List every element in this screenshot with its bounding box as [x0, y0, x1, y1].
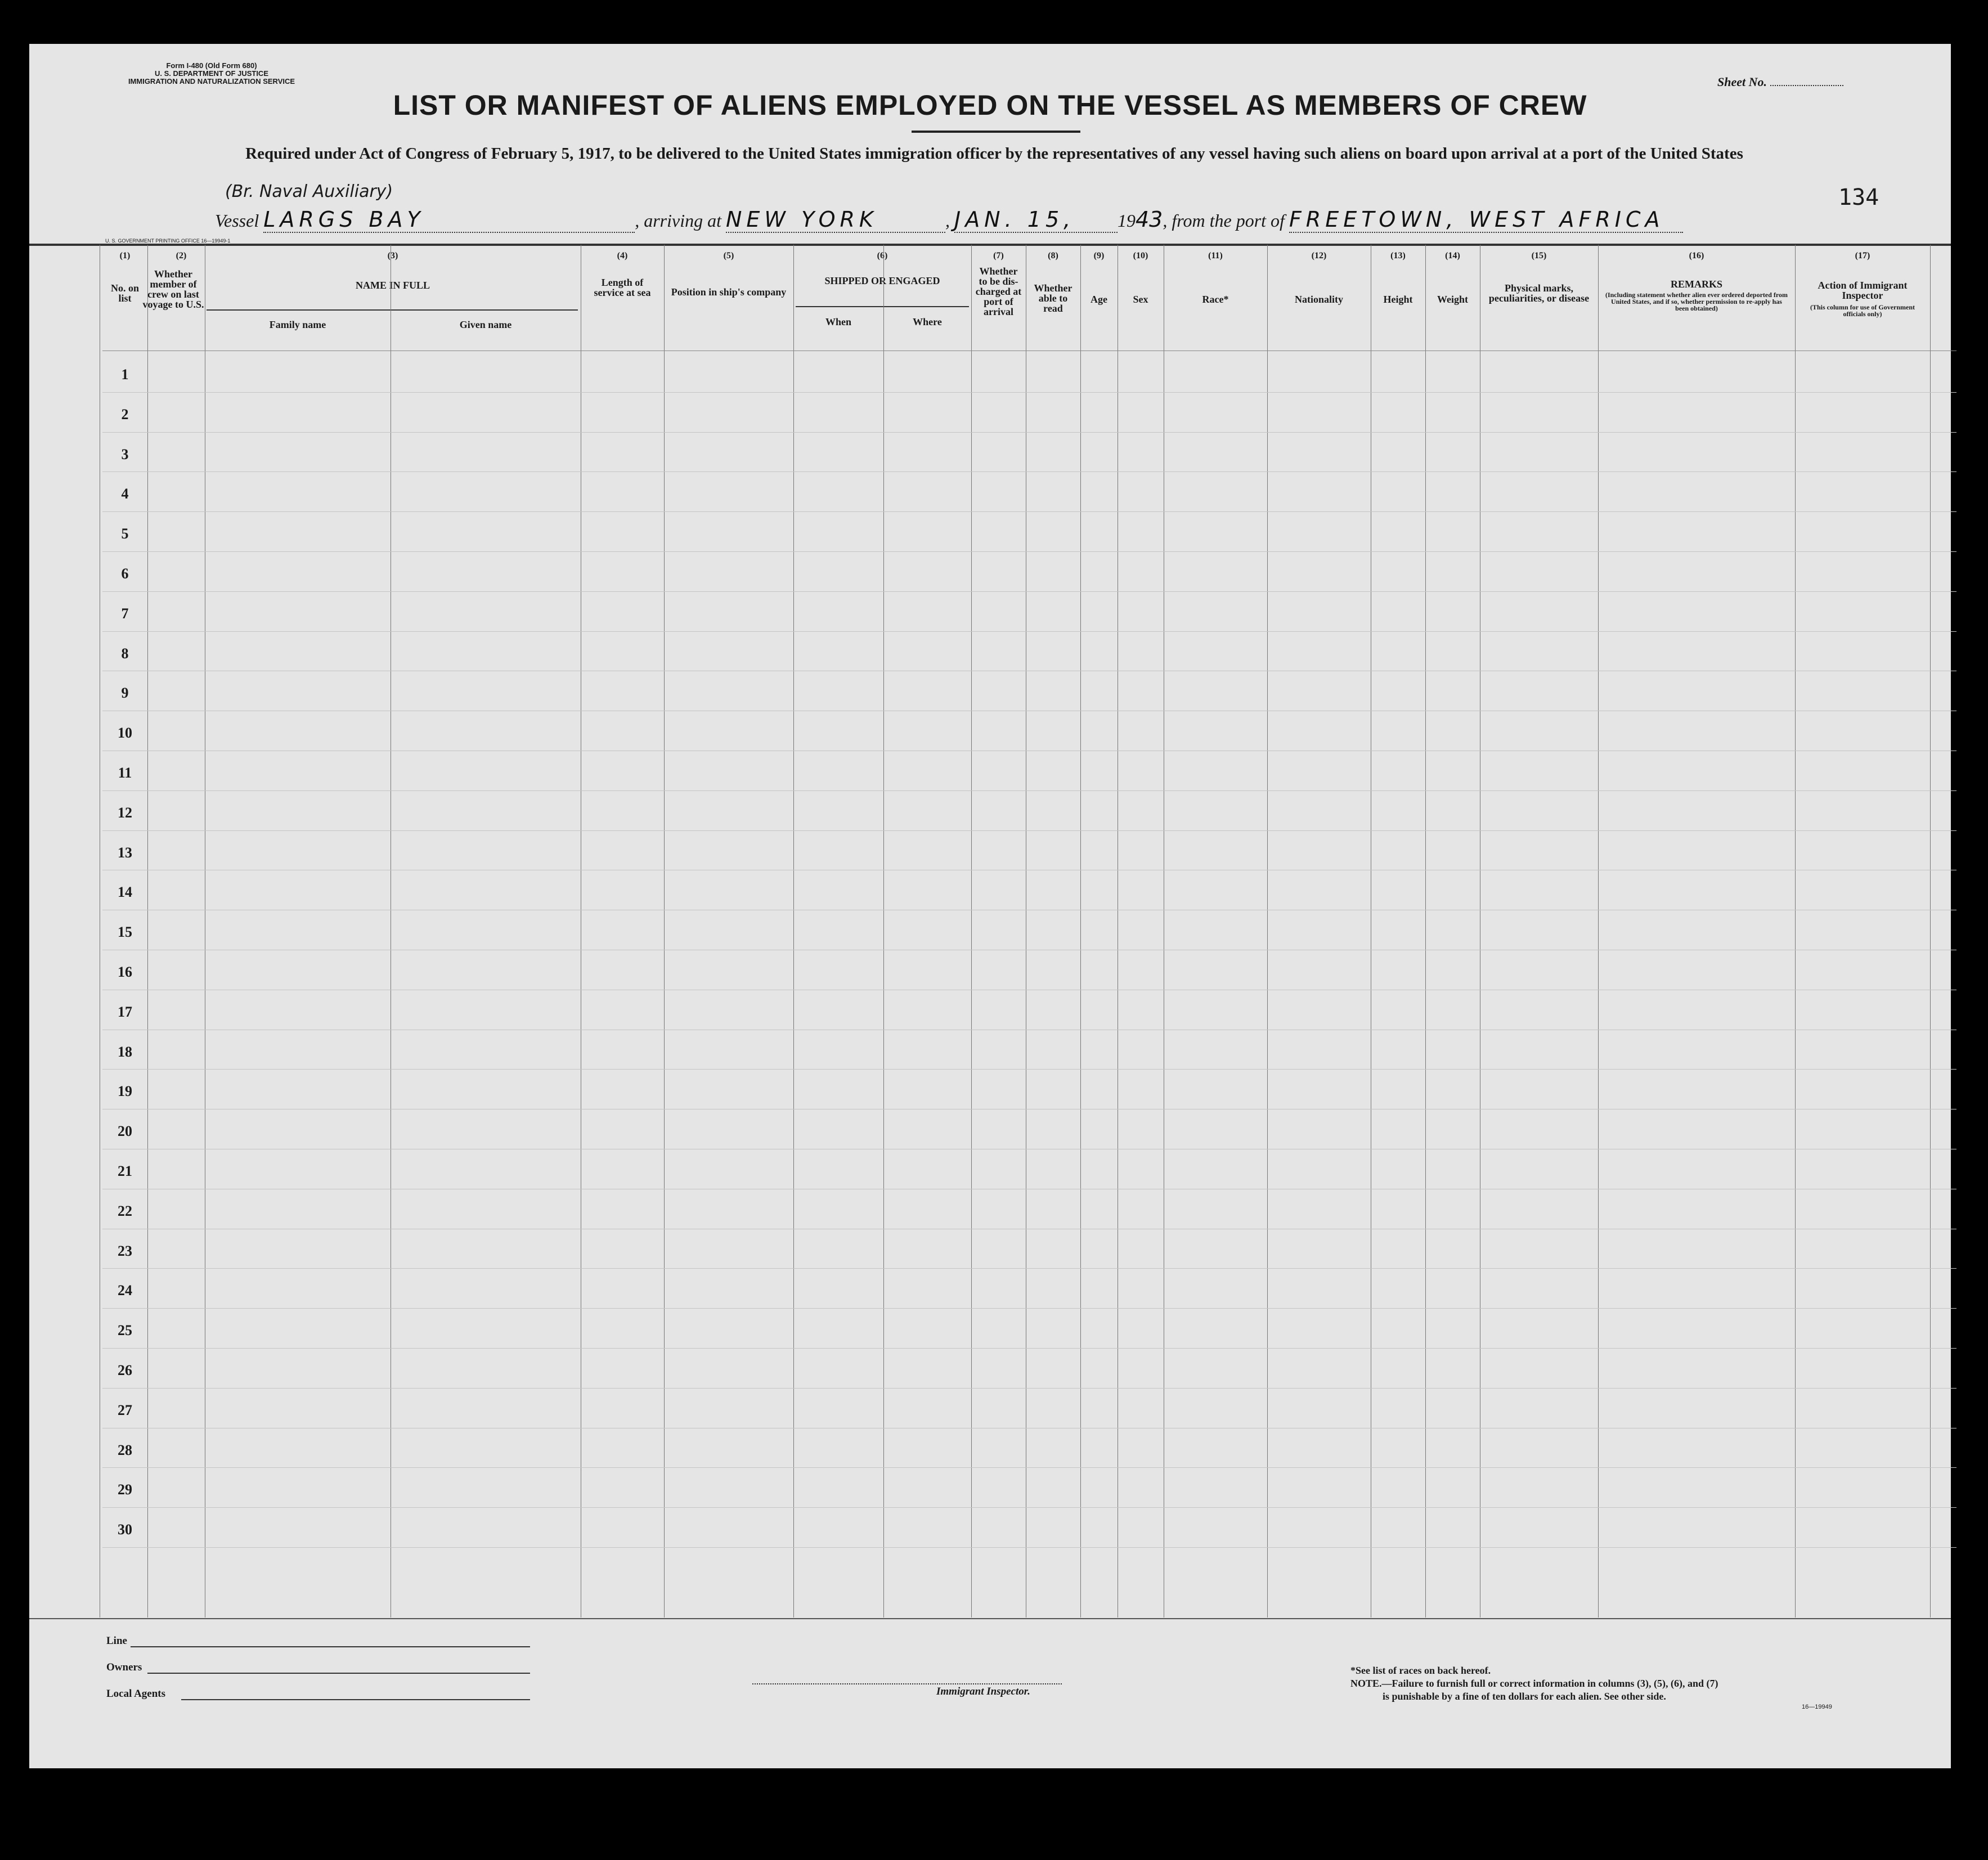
- column-rule: [1080, 245, 1081, 1618]
- col2-number: (2): [176, 251, 187, 260]
- column-rule: [1795, 245, 1796, 1618]
- col4-header: Length of service at sea: [594, 277, 651, 298]
- column-rule: [1930, 245, 1931, 1618]
- row-number: 22: [118, 1202, 132, 1219]
- col3b-header: Given name: [459, 319, 512, 330]
- column-rule: [1598, 245, 1599, 1618]
- owners-label: Owners: [106, 1661, 142, 1673]
- form-number: Form I-480 (Old Form 680): [166, 61, 257, 70]
- row-rule: [102, 1507, 1956, 1508]
- col6-number: (6): [877, 251, 888, 260]
- row-number: 16: [118, 964, 132, 980]
- row-rule: [102, 1388, 1956, 1389]
- row-number: 12: [118, 804, 132, 821]
- row-number: 17: [118, 1003, 132, 1020]
- arrival-date-field[interactable]: [954, 207, 1118, 233]
- col11-header: Race*: [1202, 294, 1229, 305]
- col14-header: Weight: [1437, 294, 1468, 305]
- year-prefix: 19: [1117, 210, 1136, 231]
- row-number: 15: [118, 924, 132, 941]
- stamped-page-number: 134: [1838, 185, 1879, 210]
- col7-number: (7): [993, 251, 1004, 260]
- arrival-date-value: JAN. 15,: [954, 207, 1075, 232]
- row-rule: [102, 591, 1956, 592]
- col3-header: NAME IN FULL: [355, 280, 430, 291]
- arriving-port-value: NEW YORK: [725, 207, 878, 232]
- col15-number: (15): [1531, 251, 1547, 260]
- row-rule: [102, 790, 1956, 791]
- row-number: 23: [118, 1242, 132, 1259]
- column-rule: [664, 245, 665, 1618]
- line-field[interactable]: [131, 1646, 530, 1647]
- local-agents-field[interactable]: [181, 1699, 530, 1700]
- row-number: 3: [121, 446, 129, 462]
- col14-number: (14): [1445, 251, 1460, 260]
- form-title: LIST OR MANIFEST OF ALIENS EMPLOYED ON THE VESSEL AS MEMBERS OF CREW: [393, 89, 1587, 121]
- form-reference: [93, 62, 330, 86]
- from-port-label: , from the port of: [1163, 210, 1285, 231]
- vessel-name-field[interactable]: [263, 207, 635, 233]
- inspector-label: Immigrant Inspector.: [936, 1686, 1030, 1697]
- column-rule: [971, 245, 972, 1618]
- col6-header: SHIPPED OR ENGAGED: [824, 275, 940, 286]
- row-number: 5: [121, 525, 129, 542]
- row-number: 24: [118, 1282, 132, 1299]
- header-divider: [29, 244, 1951, 246]
- manifest-sheet: [29, 44, 1951, 1768]
- col9-header: Age: [1091, 294, 1107, 305]
- row-number: 8: [121, 645, 129, 662]
- col3a-header: Family name: [269, 319, 326, 330]
- inspector-signature-line[interactable]: [752, 1683, 1062, 1684]
- col4-number: (4): [617, 251, 628, 260]
- row-rule: [102, 1467, 1956, 1468]
- arriving-label: , arriving at: [635, 210, 721, 231]
- row-number: 21: [118, 1163, 132, 1179]
- row-number: 4: [121, 486, 129, 502]
- col17-number: (17): [1855, 251, 1870, 260]
- form-code: 16—19949: [1802, 1704, 1832, 1710]
- row-rule: [102, 1268, 1956, 1269]
- sheet-number-label: Sheet No.: [1717, 75, 1767, 89]
- col12-header: Nationality: [1294, 294, 1343, 305]
- form-subtitle: Required under Act of Congress of February 5, 1917, to be delivered to the United States immigration officer by the representatives of any vessel having such aliens on board upon arrival at a port of the United States: [245, 145, 1743, 163]
- row-rule: [102, 1348, 1956, 1349]
- row-number: 13: [118, 844, 132, 861]
- row-number: 10: [118, 725, 132, 742]
- row-number: 2: [121, 406, 129, 423]
- col5-header: Position in ship's company: [671, 286, 787, 298]
- row-number: 19: [118, 1083, 132, 1100]
- vessel-label: Vessel: [215, 210, 259, 231]
- department-name: U. S. DEPARTMENT OF JUSTICE: [155, 69, 268, 78]
- row-number: 27: [118, 1401, 132, 1418]
- row-number: 25: [118, 1322, 132, 1339]
- row-number: 29: [118, 1481, 132, 1498]
- row-number: 28: [118, 1441, 132, 1458]
- from-port-value: FREETOWN, WEST AFRICA: [1289, 207, 1664, 232]
- penalty-note-cont: is punishable by a fine of ten dollars for each alien. See other side.: [1383, 1691, 1666, 1702]
- row-rule: [102, 1308, 1956, 1309]
- row-rule: [102, 631, 1956, 632]
- row-rule: [102, 1069, 1956, 1070]
- row-number: 7: [121, 605, 129, 622]
- col7-header: Whether to be dis-charged at port of arrival: [975, 266, 1022, 317]
- col1-header: No. on list: [110, 282, 139, 304]
- vessel-name-value: LARGS BAY: [263, 207, 425, 232]
- row-number: 26: [118, 1362, 132, 1378]
- row-number: 11: [118, 765, 132, 781]
- penalty-note: NOTE.—Failure to furnish full or correct information in columns (3), (5), (6), and (7): [1350, 1678, 1718, 1689]
- sheet-number: [1717, 75, 1843, 89]
- col16-header: REMARKS: [1670, 278, 1722, 290]
- footer-divider: [29, 1618, 1951, 1619]
- arriving-port-field[interactable]: [726, 207, 945, 233]
- row-rule: [102, 432, 1956, 433]
- col8-number: (8): [1048, 251, 1058, 260]
- row-rule: [102, 830, 1956, 831]
- col17-note: (This column for use of Government officials only): [1810, 303, 1915, 318]
- row-number: 14: [118, 884, 132, 901]
- col9-number: (9): [1093, 251, 1105, 260]
- from-port-field[interactable]: [1289, 207, 1683, 233]
- title-underline: [912, 131, 1080, 133]
- row-number: 9: [121, 685, 129, 702]
- row-number: 20: [118, 1123, 132, 1140]
- col8-header: Whether able to read: [1034, 282, 1072, 314]
- row-number: 18: [118, 1043, 132, 1060]
- col2-header: Whether member of crew on last voyage to U.S.: [142, 268, 204, 310]
- col5-number: (5): [723, 251, 734, 260]
- local-agents-label: Local Agents: [106, 1688, 166, 1700]
- vessel-auxiliary-note: (Br. Naval Auxiliary): [225, 182, 393, 201]
- column-rule: [793, 245, 794, 1618]
- row-rule: [102, 471, 1956, 472]
- column-rule: [883, 245, 884, 1618]
- row-rule: [102, 1547, 1956, 1548]
- col12-number: (12): [1311, 251, 1327, 260]
- col16-number: (16): [1689, 251, 1704, 260]
- col3-number: (3): [387, 251, 398, 260]
- row-rule: [102, 392, 1956, 393]
- col6a-header: When: [825, 316, 851, 327]
- row-number: 6: [121, 565, 129, 582]
- col17-header: Action of Immigrant Inspector: [1818, 280, 1908, 301]
- col10-header: Sex: [1133, 294, 1148, 305]
- row-number: 1: [121, 366, 129, 383]
- column-rule: [1425, 245, 1426, 1618]
- col6b-header: Where: [913, 316, 942, 327]
- name-header-rule: [207, 309, 578, 311]
- year-value: 43: [1135, 207, 1163, 232]
- row-rule: [102, 551, 1956, 552]
- col13-number: (13): [1390, 251, 1406, 260]
- column-rule: [1267, 245, 1268, 1618]
- line-label: Line: [106, 1635, 127, 1647]
- sheet-number-field[interactable]: [1770, 85, 1843, 86]
- row-rule: [102, 511, 1956, 512]
- col11-number: (11): [1208, 251, 1223, 260]
- shipped-header-rule: [796, 306, 969, 307]
- row-number: 30: [118, 1521, 132, 1538]
- service-name: IMMIGRATION AND NATURALIZATION SERVICE: [128, 77, 295, 86]
- vessel-info-line: Vessel LARGS BAY , arriving at NEW YORK , JAN. 15, 1943, from the port of FREETOWN, WEST AFRICA: [215, 207, 1683, 233]
- race-footnote: *See list of races on back hereof.: [1350, 1665, 1491, 1676]
- col1-number: (1): [119, 251, 131, 260]
- col10-number: (10): [1133, 251, 1148, 260]
- printer-note: U. S. GOVERNMENT PRINTING OFFICE 16—19949-1: [105, 238, 231, 244]
- owners-field[interactable]: [147, 1673, 530, 1674]
- col15-header: Physical marks, peculiarities, or disease: [1488, 282, 1590, 304]
- col16-note: (Including statement whether alien ever ordered deported from United States, and if so, whether permission to re-apply has been obtained): [1605, 291, 1788, 312]
- col13-header: Height: [1383, 294, 1413, 305]
